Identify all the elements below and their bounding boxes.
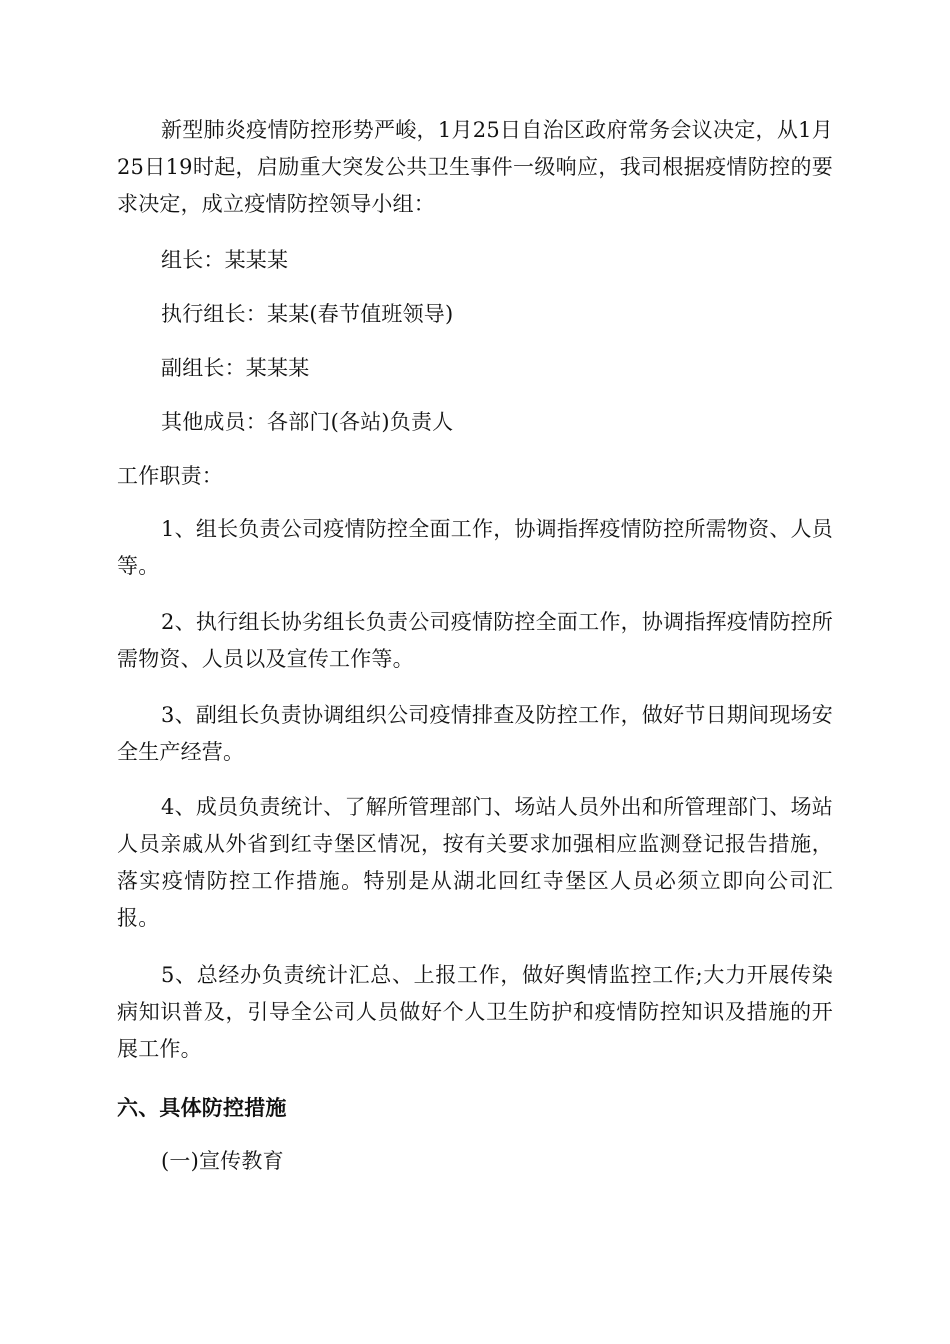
duty-item-1: 1、组长负责公司疫情防控全面工作，协调指挥疫情防控所需物资、人员等。 xyxy=(117,517,833,578)
duty-item-2: 2、执行组长协劣组长负责公司疫情防控全面工作，协调指挥疫情防控所需物资、人员以及宣传工作等。 xyxy=(117,610,833,671)
deputy-leader-line: 副组长：某某某 xyxy=(161,356,310,380)
duty-item-3: 3、副组长负责协调组织公司疫情排查及防控工作，做好节日期间现场安全生产经营。 xyxy=(117,703,833,764)
intro-paragraph: 新型肺炎疫情防控形势严峻，1月25日自治区政府常务会议决定，从1月25日19时起，启励重大突发公共卫生事件一级响应，我司根据疫情防控的要求决定，成立疫情防控领导小组： xyxy=(117,118,833,216)
other-members-line: 其他成员：各部门(各站)负责人 xyxy=(161,410,454,434)
duties-title: 工作职责： xyxy=(117,464,223,488)
subsection-heading: (一)宣传教育 xyxy=(161,1149,284,1173)
section-heading: 六、具体防控措施 xyxy=(117,1096,287,1120)
leader-line: 组长：某某某 xyxy=(161,248,289,272)
duty-item-5: 5、总经办负责统计汇总、上报工作，做好舆情监控工作;大力开展传染病知识普及，引导全公司人员做好个人卫生防护和疫情防控知识及措施的开展工作。 xyxy=(117,963,833,1061)
executive-leader-line: 执行组长：某某(春节值班领导) xyxy=(161,302,454,326)
duty-item-4: 4、成员负责统计、了解所管理部门、场站人员外出和所管理部门、场站人员亲戚从外省到红寺堡区情况，按有关要求加强相应监测登记报告措施，落实疫情防控工作措施。特别是从湖北回红寺堡区人员必须立即向公司汇报。 xyxy=(117,795,833,930)
